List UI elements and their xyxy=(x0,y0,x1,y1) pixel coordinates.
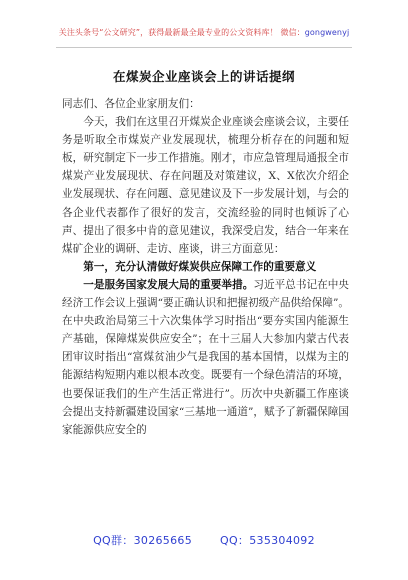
wechat-handle: gongwenyj xyxy=(304,28,350,37)
footer-contact xyxy=(0,532,408,548)
salutation: 同志们、各位企业家朋友们： xyxy=(62,98,200,110)
document-title: 在煤炭企业座谈会上的讲话提纲 xyxy=(112,69,295,84)
intro-paragraph: 今天，我们在这里召开煤炭企业座谈会座谈会议，主要任务是听取全市煤炭产业发展现状，梳理分析存在的问题和短板，研究制定下一步工作措施。刚才，市应急管理局通报全市煤炭产业发展现状、存在问题及对策建议，X、X依次介绍企业发展现状、存在问题、意见建议及下一步发展计划，与会的各企业代表都作了很好的发言，交流经验的同时也倾诉了心声、提出了很多中肯的意见建议，我深受启发，结合一年来在煤矿企业的调研、走访、座谈，讲三方面意见： xyxy=(62,116,349,255)
point-body: 习近平总书记在中央经济工作会议上强调“要正确认识和把握初级产品供给保障”。在中央政治局第三十六次集体学习时指出“要夯实国内能源生产基础，保障煤炭供应安全”；在十三届人大参加内蒙古代表团审议时指出“富煤贫油少气是我国的基本国情，以煤为主的能源结构短期内难以根本改变。既要有一个绿色清洁的环境，也要保证我们的生产生活正常进行”。历次中央新疆工作座谈会提出支持新疆建设国家“三基地一通道”，赋予了新疆保障国家能源供应安全的 xyxy=(62,278,350,436)
footer-qq: QQ：535304092 xyxy=(220,534,315,547)
section-heading: 第一，充分认清做好煤炭供应保障工作的重要意义 xyxy=(83,260,317,273)
point-paragraph xyxy=(62,276,349,439)
point-lead: 一是服务国家发展大局的重要举措。 xyxy=(83,278,254,291)
header-divider xyxy=(56,47,352,48)
footer-qq-group: QQ群：30265665 xyxy=(93,534,192,547)
document-body xyxy=(62,95,349,439)
promo-banner-text: 关注头条号“公文研究”，获得最新最全最专业的公文资料库！ 微信： xyxy=(58,28,305,37)
promo-banner xyxy=(0,27,408,38)
